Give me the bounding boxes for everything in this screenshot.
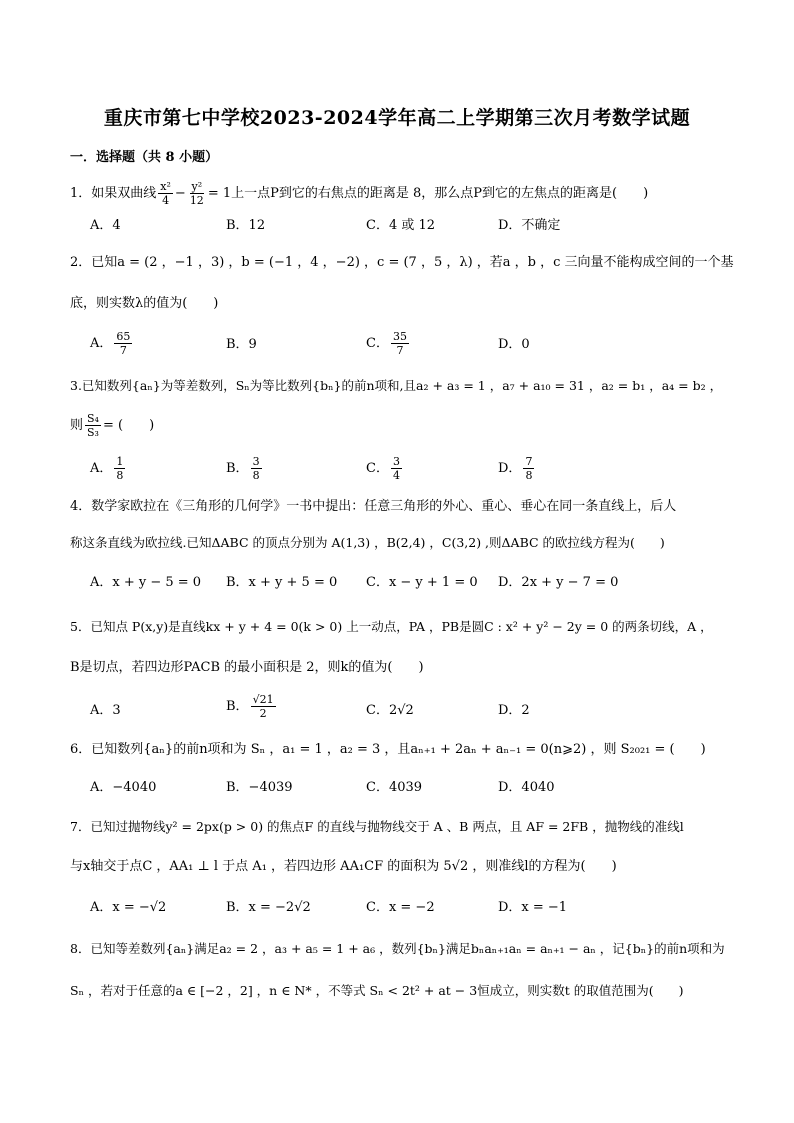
q3-option-b-den: 8 [252,469,260,482]
q4-option-b[interactable]: B．x + y + 5 = 0 [226,575,338,590]
q2-option-b[interactable]: B．9 [226,337,257,352]
question-4-line-2: 称这条直线为欧拉线.已知ΔABC 的顶点分别为 A(1,3) ，B(2,4) ，C(3,2) ,则ΔABC 的欧拉线方程为( ) [70,535,665,550]
q4-option-a[interactable]: A．x + y − 5 = 0 [90,575,202,590]
q3-option-a[interactable] [90,455,127,482]
q3-option-a-den: 8 [116,469,124,482]
q3-option-a-label: A． [90,461,113,476]
question-3-line-2 [70,412,154,439]
q2-option-a-den: 7 [119,344,127,357]
q1-option-a[interactable]: A．4 [90,218,121,233]
q2-option-a[interactable] [90,330,134,357]
q6-option-d[interactable]: D．4040 [498,780,555,795]
q3-frac-num: S₄ [87,412,99,425]
question-7-line-1: 7．已知过抛物线y² = 2px(p > 0) 的焦点F 的直线与抛物线交于 A 、B 两点，且 AF = 2FB ，抛物线的准线l [70,819,684,834]
question-6-line-1: 6．已知数列{aₙ}的前n项和为 Sₙ ，a₁ = 1 ，a₂ = 3 ，且aₙ₊₁ + 2aₙ + aₙ₋₁ = 0(n⩾2) ，则 S₂₀₂₁ = ( ) [70,742,706,757]
q3-fraction [85,412,101,439]
q3-option-d-den: 8 [525,469,533,482]
page-title: 重庆市第七中学校2023-2024学年高二上学期第三次月考数学试题 [103,107,691,129]
question-2-line-2: 底，则实数λ的值为( ) [70,296,219,311]
question-7-line-2: 与x轴交于点C ，AA₁ ⊥ l 于点 A₁ ，若四边形 AA₁CF 的面积为 5√2 ，则准线l的方程为( ) [70,859,617,874]
q3-option-c-num: 3 [392,455,400,468]
q2-option-a-num: 65 [116,330,131,343]
q3-option-c-den: 4 [392,469,400,482]
q1-frac1-num: x² [160,180,171,193]
q2-option-c-num: 35 [392,330,407,343]
q6-option-b[interactable]: B．−4039 [226,780,293,795]
question-5-line-2: B是切点，若四边形PACB 的最小面积是 2，则k的值为( ) [70,660,424,675]
q3-option-c[interactable] [366,455,404,482]
q3-option-b-label: B． [226,461,249,476]
q1-frac2-den: 12 [189,194,204,207]
q1-option-b[interactable]: B．12 [226,218,266,233]
q1-option-c[interactable]: C．4 或 12 [366,218,436,233]
q6-option-c[interactable]: C．4039 [366,780,423,795]
q3-option-b[interactable] [226,455,264,482]
q7-option-d[interactable]: D．x = −1 [498,900,568,915]
q1-fraction-x [158,180,173,207]
question-8-line-1: 8．已知等差数列{aₙ}满足a₂ = 2 ，a₃ + a₅ = 1 + a₆ ，数列{bₙ}满足bₙaₙ₊₁aₙ = aₙ₊₁ − aₙ ，记{bₙ}的前n项和为 [70,941,725,956]
q3-option-b-num: 3 [252,455,260,468]
q2-option-d[interactable]: D．0 [498,337,530,352]
q1-frac1-den: 4 [162,194,170,207]
q4-option-d[interactable]: D．2x + y − 7 = 0 [498,575,619,590]
q5-option-c[interactable]: C．2√2 [366,703,414,718]
q1-text-a: 1．如果双曲线 [70,186,157,201]
q2-option-a-label: A． [90,336,113,351]
q3-text-b: = ( ) [102,418,155,433]
q1-option-d[interactable]: D．不确定 [498,218,561,233]
question-2-line-1: 2．已知a = (2 ，−1 ，3) ，b = (−1 ，4 ，−2) ，c = (7 ，5 ，λ) ，若a ，b ，c 三向量不能构成空间的一个基 [70,255,734,270]
q1-text-b: = 1上一点P到它的右焦点的距离是 8，那么点P到它的左焦点的距离是( ) [207,186,649,201]
q1-fraction-y [188,180,206,207]
q3-option-a-fraction [114,455,125,482]
q5-option-b[interactable] [226,693,278,720]
q4-option-c[interactable]: C．x − y + 1 = 0 [366,575,478,590]
q7-option-a[interactable]: A．x = −√2 [90,900,167,915]
q5-option-b-num: √21 [252,693,274,706]
q3-option-d-fraction [523,455,534,482]
q2-option-c-label: C． [366,336,389,351]
q2-option-c-den: 7 [396,344,404,357]
q3-option-d-label: D． [498,461,522,476]
q3-option-d-num: 7 [525,455,533,468]
q1-minus: − [174,186,186,201]
q3-option-b-fraction [251,455,262,482]
q1-frac2-num: y² [191,180,203,193]
q3-option-d[interactable] [498,455,536,482]
q5-option-d[interactable]: D．2 [498,703,530,718]
q3-option-c-fraction [391,455,402,482]
q5-option-b-fraction [251,693,276,720]
question-5-line-1: 5．已知点 P(x,y)是直线kx + y + 4 = 0(k > 0) 上一动点，PA ，PB是圆C : x² + y² − 2y = 0 的两条切线，A ， [70,619,713,634]
q5-option-b-den: 2 [259,707,267,720]
q2-option-c[interactable] [366,330,411,357]
q5-option-a[interactable]: A．3 [90,703,121,718]
q3-text-a: 则 [70,418,84,433]
q3-option-a-num: 1 [116,455,124,468]
q3-option-c-label: C． [366,461,389,476]
q7-option-b[interactable]: B．x = −2√2 [226,900,311,915]
q5-option-b-label: B． [226,699,249,714]
q3-frac-den: S₃ [87,426,99,439]
q6-option-a[interactable]: A．−4040 [90,780,157,795]
question-3-line-1: 3.已知数列{aₙ}为等差数列，Sₙ为等比数列{bₙ}的前n项和,且a₂ + a₃ = 1 ，a₇ + a₁₀ = 31 ，a₂ = b₁ ，a₄ = b₂ ， [70,378,723,393]
section-heading: 一．选择题（共 8 小题） [70,150,219,165]
q2-option-a-fraction [114,330,132,357]
q2-option-c-fraction [391,330,409,357]
question-8-line-2: Sₙ ，若对于任意的a ∈ [−2 ，2] ，n ∈ N* ，不等式 Sₙ < 2t² + at − 3恒成立，则实数t 的取值范围为( ) [70,983,684,998]
q7-option-c[interactable]: C．x = −2 [366,900,435,915]
question-1 [70,180,648,207]
question-4-line-1: 4．数学家欧拉在《三角形的几何学》一书中提出：任意三角形的外心、重心、垂心在同一条直线上，后人 [70,499,677,514]
